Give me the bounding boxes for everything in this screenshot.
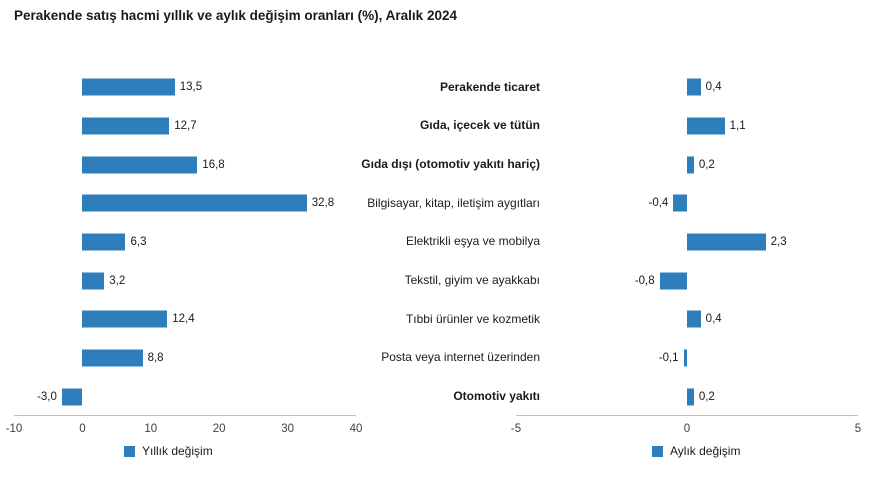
x-tick-label: -5 bbox=[510, 423, 522, 435]
category-row bbox=[340, 68, 540, 107]
x-tick-label: -10 bbox=[5, 423, 23, 435]
bar-value-label: 12,4 bbox=[172, 313, 195, 326]
category-row bbox=[340, 339, 540, 378]
category-label: Bilgisayar, kitap, iletişim aygıtları bbox=[367, 195, 540, 210]
bar-value-label: -3,0 bbox=[37, 390, 57, 403]
bar[interactable] bbox=[660, 272, 687, 289]
bar-row bbox=[516, 339, 858, 378]
bar-row bbox=[14, 68, 356, 107]
category-label: Perakende ticaret bbox=[439, 79, 540, 94]
x-tick-label: 0 bbox=[79, 423, 86, 435]
plot-area-monthly bbox=[510, 68, 862, 435]
bar-value-label: 8,8 bbox=[147, 351, 164, 364]
bar[interactable] bbox=[82, 349, 142, 366]
bar-row bbox=[516, 377, 858, 416]
bar[interactable] bbox=[687, 388, 694, 405]
category-label: Gıda, içecek ve tütün bbox=[419, 118, 540, 133]
bar-value-label: 16,8 bbox=[202, 158, 225, 171]
bar[interactable] bbox=[687, 233, 766, 250]
x-tick-label: 20 bbox=[212, 423, 226, 435]
category-label-column bbox=[340, 68, 540, 418]
category-row bbox=[340, 377, 540, 416]
bar-row bbox=[14, 223, 356, 262]
bar-row bbox=[516, 223, 858, 262]
category-label: Tıbbi ürünler ve kozmetik bbox=[405, 311, 540, 326]
x-tick-label: 5 bbox=[854, 423, 862, 435]
bar-row bbox=[516, 261, 858, 300]
bar[interactable] bbox=[82, 233, 125, 250]
bar-row bbox=[14, 300, 356, 339]
bar-row bbox=[14, 145, 356, 184]
category-row bbox=[340, 184, 540, 223]
bar-value-label: 3,2 bbox=[109, 274, 126, 287]
category-label: Otomotiv yakıtı bbox=[453, 389, 540, 404]
legend-monthly bbox=[652, 444, 740, 458]
bar[interactable] bbox=[82, 79, 174, 96]
bar-row bbox=[14, 339, 356, 378]
bar[interactable] bbox=[687, 156, 694, 173]
bar-value-label: 12,7 bbox=[174, 119, 197, 132]
bar-value-label: 0,2 bbox=[698, 390, 715, 403]
bar-value-label: 13,5 bbox=[179, 81, 203, 94]
category-row bbox=[340, 145, 540, 184]
x-tick-label: 10 bbox=[144, 423, 158, 435]
bar-row bbox=[14, 377, 356, 416]
category-label: Tekstil, giyim ve ayakkabı bbox=[404, 273, 540, 288]
bar[interactable] bbox=[82, 195, 306, 212]
bar-row bbox=[14, 184, 356, 223]
bar[interactable] bbox=[62, 388, 83, 405]
bar[interactable] bbox=[687, 79, 701, 96]
bar-value-label: 0,2 bbox=[698, 158, 715, 171]
bar-value-label: 1,1 bbox=[729, 119, 746, 132]
bar-value-label: 0,4 bbox=[705, 313, 722, 326]
legend-yearly bbox=[124, 444, 213, 458]
legend-swatch-icon bbox=[124, 446, 135, 457]
bar-row bbox=[516, 300, 858, 339]
bar-row bbox=[516, 68, 858, 107]
bar-row bbox=[516, 107, 858, 146]
bar[interactable] bbox=[687, 117, 725, 134]
bar-row bbox=[14, 107, 356, 146]
legend-label-yearly: Yıllık değişim bbox=[142, 444, 213, 458]
bar[interactable] bbox=[82, 311, 167, 328]
bar[interactable] bbox=[82, 156, 197, 173]
bar-value-label: 0,4 bbox=[705, 81, 722, 94]
legend-label-monthly: Aylık değişim bbox=[670, 444, 741, 458]
bar-value-label: -0,4 bbox=[648, 197, 669, 210]
category-label: Elektrikli eşya ve mobilya bbox=[405, 234, 540, 249]
plot-area-yearly bbox=[5, 68, 363, 435]
bar-value-label: -0,1 bbox=[658, 351, 679, 364]
category-row bbox=[340, 261, 540, 300]
bar[interactable] bbox=[82, 117, 169, 134]
chart-panel-monthly bbox=[510, 68, 862, 435]
chart-panel-yearly bbox=[5, 68, 363, 435]
bar-value-label: 32,8 bbox=[311, 197, 335, 210]
x-tick-label: 0 bbox=[683, 423, 691, 435]
category-row bbox=[340, 107, 540, 146]
legend-swatch-icon bbox=[652, 446, 663, 457]
x-tick-label: 40 bbox=[349, 423, 363, 435]
bar-value-label: -0,8 bbox=[634, 274, 655, 287]
bar[interactable] bbox=[82, 272, 104, 289]
category-row bbox=[340, 300, 540, 339]
category-row bbox=[340, 223, 540, 262]
category-label: Posta veya internet üzerinden bbox=[381, 350, 540, 365]
bar[interactable] bbox=[684, 349, 687, 366]
bar[interactable] bbox=[687, 311, 701, 328]
bar-value-label: 6,3 bbox=[130, 235, 147, 248]
bar-row bbox=[516, 184, 858, 223]
bar-row bbox=[516, 145, 858, 184]
page-title: Perakende satış hacmi yıllık ve aylık değişim oranları (%), Aralık 2024 bbox=[14, 8, 457, 23]
x-tick-label: 30 bbox=[281, 423, 294, 435]
bar-value-label: 2,3 bbox=[770, 235, 787, 248]
bar[interactable] bbox=[673, 195, 687, 212]
category-label: Gıda dışı (otomotiv yakıtı hariç) bbox=[361, 157, 540, 172]
bar-row bbox=[14, 261, 356, 300]
